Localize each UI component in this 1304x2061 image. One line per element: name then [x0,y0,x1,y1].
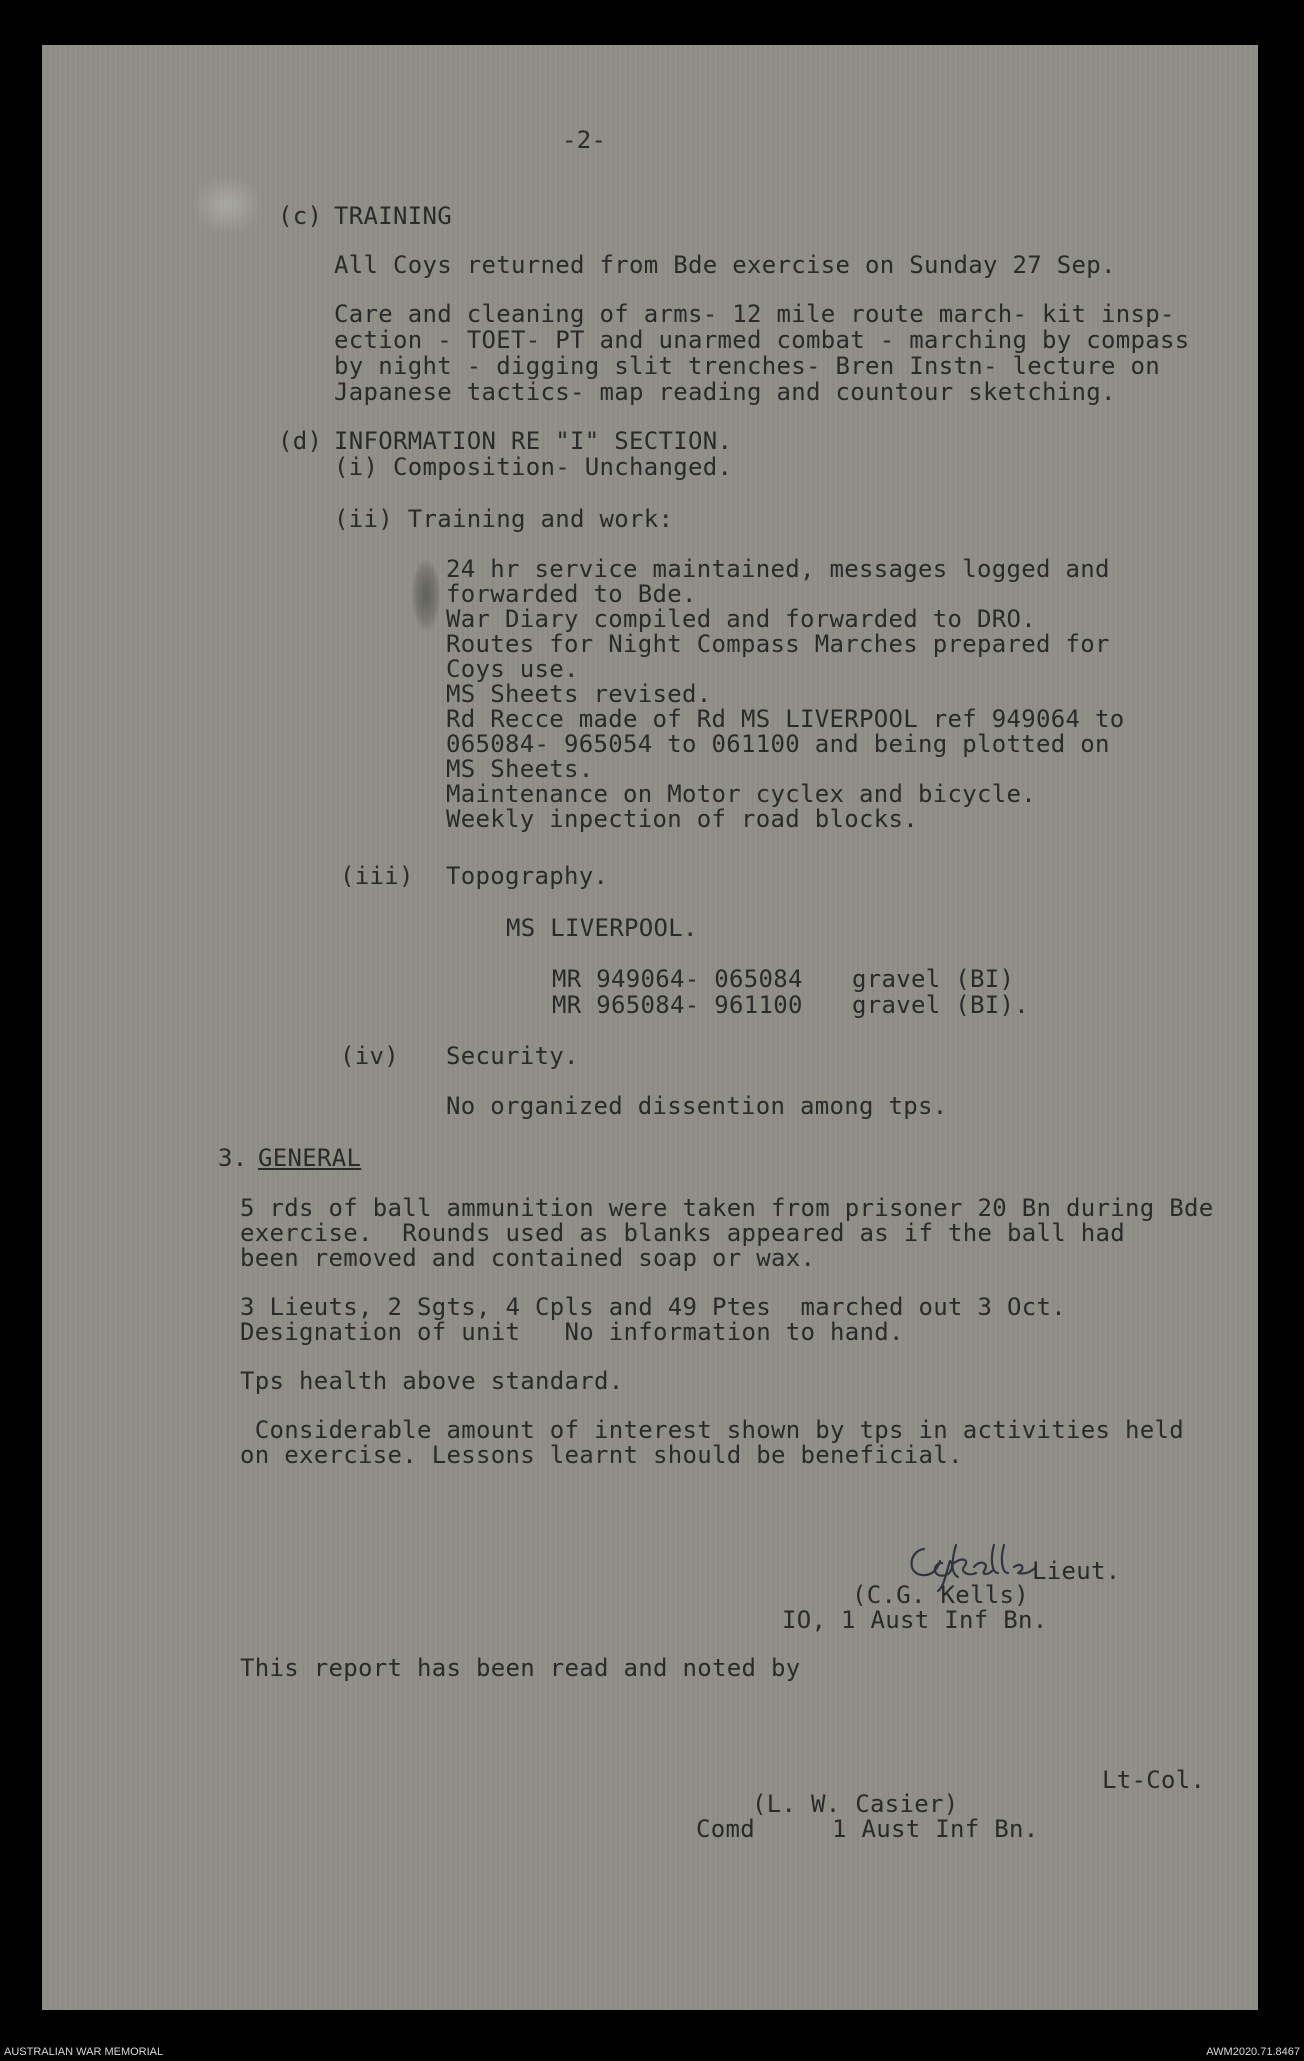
general-paragraph-3: Tps health above standard. [240,1367,624,1395]
training-letter: (c) [278,202,323,230]
training-work-line: 24 hr service maintained, messages logged and [446,555,1110,583]
signoff-unit: IO, 1 Aust Inf Bn. [782,1606,1048,1634]
topography-label: (iii) [340,862,414,890]
training-work-label: (ii) Training and work: [334,505,674,533]
composition-line: (i) Composition- Unchanged. [334,453,733,481]
training-paragraph-2-line: Japanese tactics- map reading and countour sketching. [334,378,1116,406]
training-work-line: War Diary compiled and forwarded to DRO. [446,605,1036,633]
training-work-line: Routes for Night Compass Marches prepared for [446,630,1110,658]
signoff-name: (C.G. Kells) [852,1581,1029,1609]
general-number: 3. [218,1144,248,1172]
topography-ref: MR 965084- 961100 [552,991,803,1019]
noted-statement: This report has been read and noted by [240,1654,801,1682]
training-paragraph-2-line: Care and cleaning of arms- 12 mile route march- kit insp- [334,300,1175,328]
training-work-line: Maintenance on Motor cyclex and bicycle. [446,780,1036,808]
document-page [42,45,1258,2010]
noted-name: (L. W. Casier) [752,1790,959,1818]
topography-title: Topography. [446,862,609,890]
noted-comd: Comd [696,1815,755,1843]
ink-smudge [412,560,440,630]
training-work-line: Coys use. [446,655,579,683]
training-work-line: Weekly inpection of road blocks. [446,805,918,833]
topography-material: gravel (BI) [852,965,1015,993]
training-work-line: 065084- 965054 to 061100 and being plotted on [446,730,1110,758]
topography-material: gravel (BI). [852,991,1029,1019]
security-label: (iv) [340,1042,399,1070]
general-paragraph-2-line: 3 Lieuts, 2 Sgts, 4 Cpls and 49 Ptes marched out 3 Oct. [240,1293,1066,1321]
topography-place: MS LIVERPOOL. [506,914,698,942]
footer-left-text: AUSTRALIAN WAR MEMORIAL [4,2046,164,2058]
signoff-rank: Lieut. [1032,1557,1121,1585]
general-paragraph-4-line: Considerable amount of interest shown by tps in activities held [240,1416,1184,1444]
training-paragraph-1: All Coys returned from Bde exercise on Sunday 27 Sep. [334,251,1116,279]
paper-scuff-mark [192,175,262,235]
general-paragraph-1-line: been removed and contained soap or wax. [240,1244,816,1272]
general-heading: GENERAL [258,1144,362,1172]
general-paragraph-2-line: Designation of unit No information to hand. [240,1318,904,1346]
page-number: -2- [562,126,607,154]
training-paragraph-2-line: by night - digging slit trenches- Bren Instn- lecture on [334,352,1160,380]
general-paragraph-4-line: on exercise. Lessons learnt should be beneficial. [240,1441,963,1469]
training-heading: TRAINING [334,202,452,230]
noted-rank: Lt-Col. [1102,1766,1206,1794]
topography-ref: MR 949064- 065084 [552,965,803,993]
security-title: Security. [446,1042,579,1070]
training-paragraph-2-line: ection - TOET- PT and unarmed combat - marching by compass [334,326,1190,354]
training-work-line: Rd Recce made of Rd MS LIVERPOOL ref 949064 to [446,705,1125,733]
footer-right-text: AWM2020.71.8467 [1206,2046,1300,2058]
training-work-line: MS Sheets revised. [446,680,712,708]
training-work-line: MS Sheets. [446,755,594,783]
noted-unit: 1 Aust Inf Bn. [832,1815,1039,1843]
general-paragraph-1-line: exercise. Rounds used as blanks appeared as if the ball had [240,1219,1125,1247]
training-work-line: forwarded to Bde. [446,580,697,608]
info-section-heading: INFORMATION RE "I" SECTION. [334,427,733,455]
info-section-letter: (d) [278,427,323,455]
security-text: No organized dissention among tps. [446,1092,948,1120]
general-paragraph-1-line: 5 rds of ball ammunition were taken from prisoner 20 Bn during Bde [240,1194,1214,1222]
